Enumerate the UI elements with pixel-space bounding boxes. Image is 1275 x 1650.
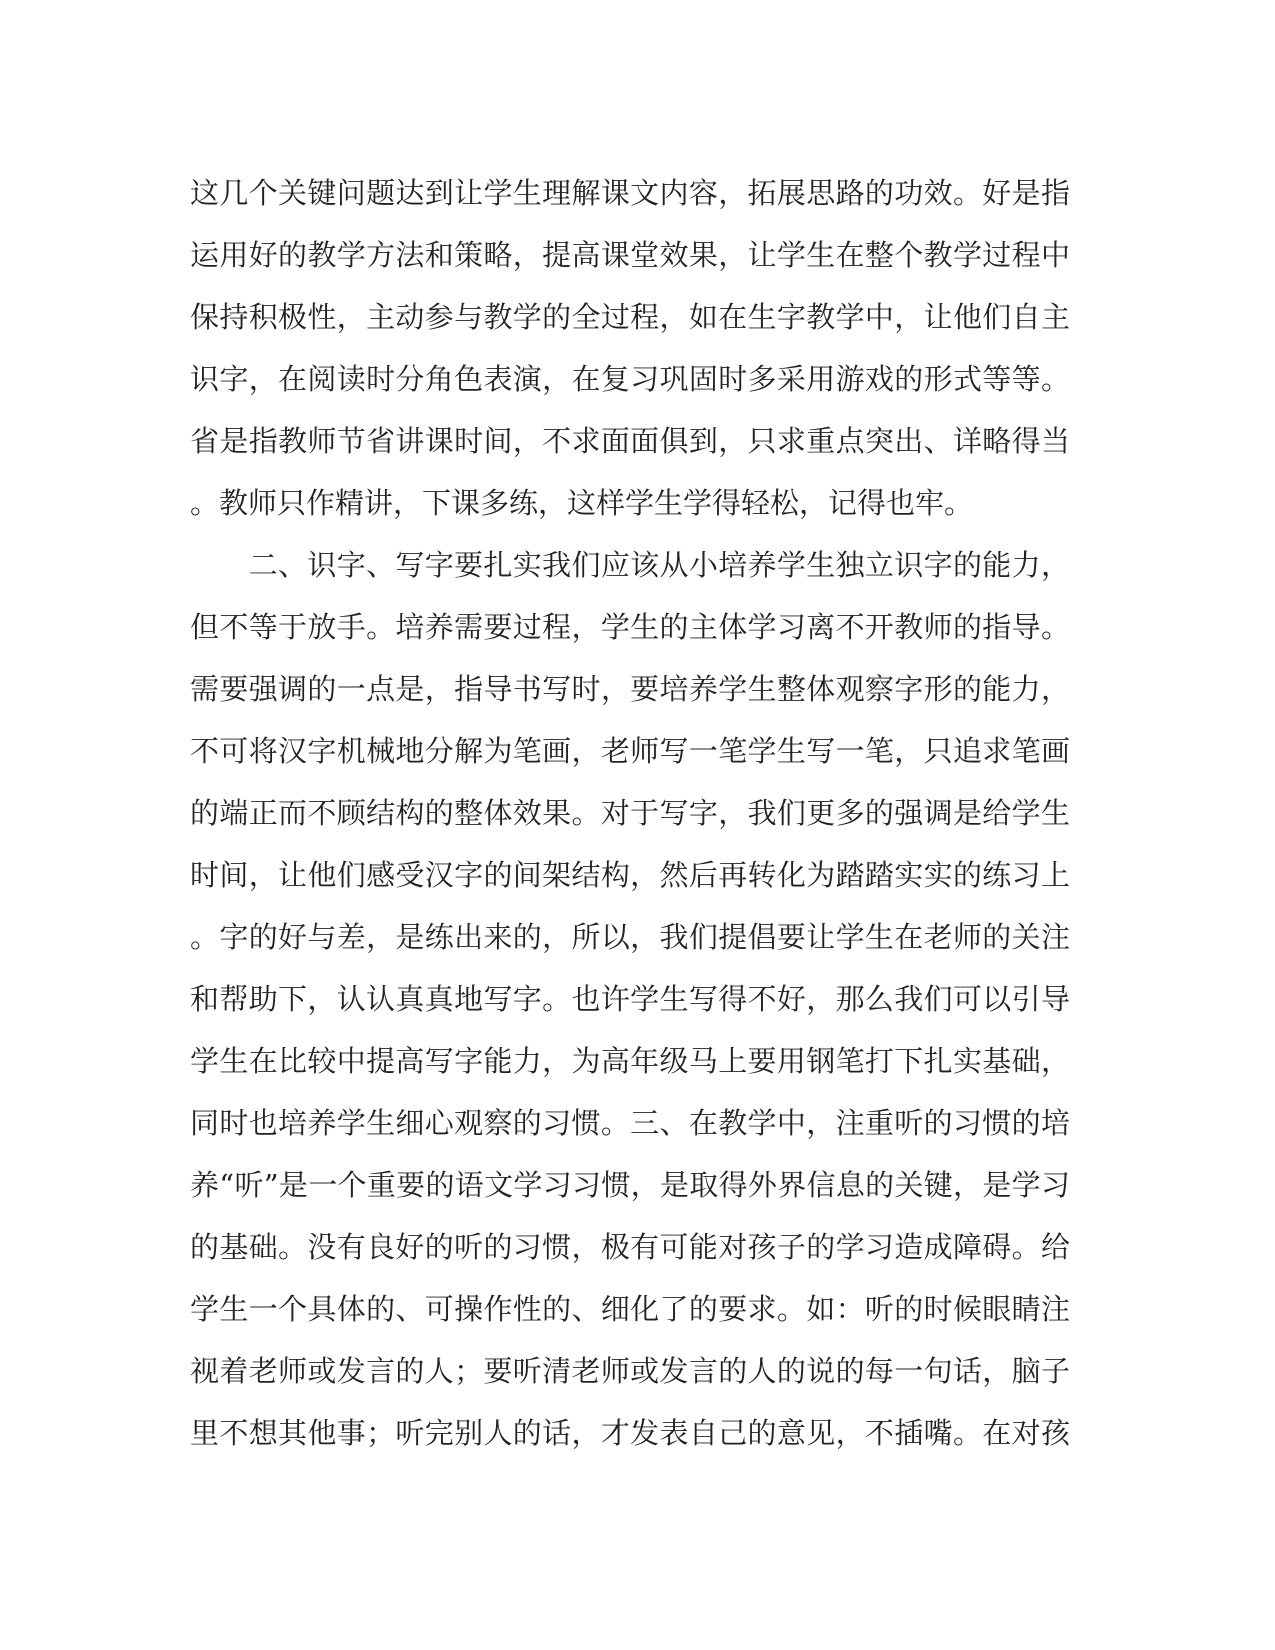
text-line: 这几个关键问题达到让学生理解课文内容，拓展思路的功效。好是指 xyxy=(190,176,1070,210)
text-line: 。教师只作精讲，下课多练，这样学生学得轻松，记得也牢。 xyxy=(190,486,974,520)
text-line: 省是指教师节省讲课时间，不求面面俱到，只求重点突出、详略得当 xyxy=(190,424,1070,458)
text-line: 保持积极性，主动参与教学的全过程，如在生字教学中，让他们自主 xyxy=(190,300,1070,334)
text-line: 需要强调的一点是，指导书写时，要培养学生整体观察字形的能力， xyxy=(190,672,1070,706)
text-line: 学生在比较中提高写字能力，为高年级马上要用钢笔打下扎实基础， xyxy=(190,1044,1070,1078)
text-line: 养“听”是一个重要的语文学习习惯，是取得外界信息的关键，是学习 xyxy=(190,1168,1070,1202)
text-line: 同时也培养学生细心观察的习惯。三、在教学中，注重听的习惯的培 xyxy=(190,1106,1070,1140)
text-line: 视着老师或发言的人；要听清老师或发言的人的说的每一句话，脑子 xyxy=(190,1354,1070,1388)
text-line: 里不想其他事；听完别人的话，才发表自己的意见，不插嘴。在对孩 xyxy=(190,1416,1070,1450)
text-line: 二、识字、写字要扎实我们应该从小培养学生独立识字的能力， xyxy=(190,548,1070,582)
body-text xyxy=(190,162,1070,1464)
text-line: 时间，让他们感受汉字的间架结构，然后再转化为踏踏实实的练习上 xyxy=(190,858,1070,892)
text-line: 和帮助下，认认真真地写字。也许学生写得不好，那么我们可以引导 xyxy=(190,982,1070,1016)
text-line: 识字，在阅读时分角色表演，在复习巩固时多采用游戏的形式等等。 xyxy=(190,362,1070,396)
text-line: 不可将汉字机械地分解为笔画，老师写一笔学生写一笔，只追求笔画 xyxy=(190,734,1070,768)
text-line: 。字的好与差，是练出来的，所以，我们提倡要让学生在老师的关注 xyxy=(190,920,1070,954)
text-line: 运用好的教学方法和策略，提高课堂效果，让学生在整个教学过程中 xyxy=(190,238,1070,272)
text-line: 的基础。没有良好的听的习惯，极有可能对孩子的学习造成障碍。给 xyxy=(190,1230,1070,1264)
text-line: 但不等于放手。培养需要过程，学生的主体学习离不开教师的指导。 xyxy=(190,610,1070,644)
text-line: 的端正而不顾结构的整体效果。对于写字，我们更多的强调是给学生 xyxy=(190,796,1070,830)
text-line: 学生一个具体的、可操作性的、细化了的要求。如：听的时候眼睛注 xyxy=(190,1292,1070,1326)
